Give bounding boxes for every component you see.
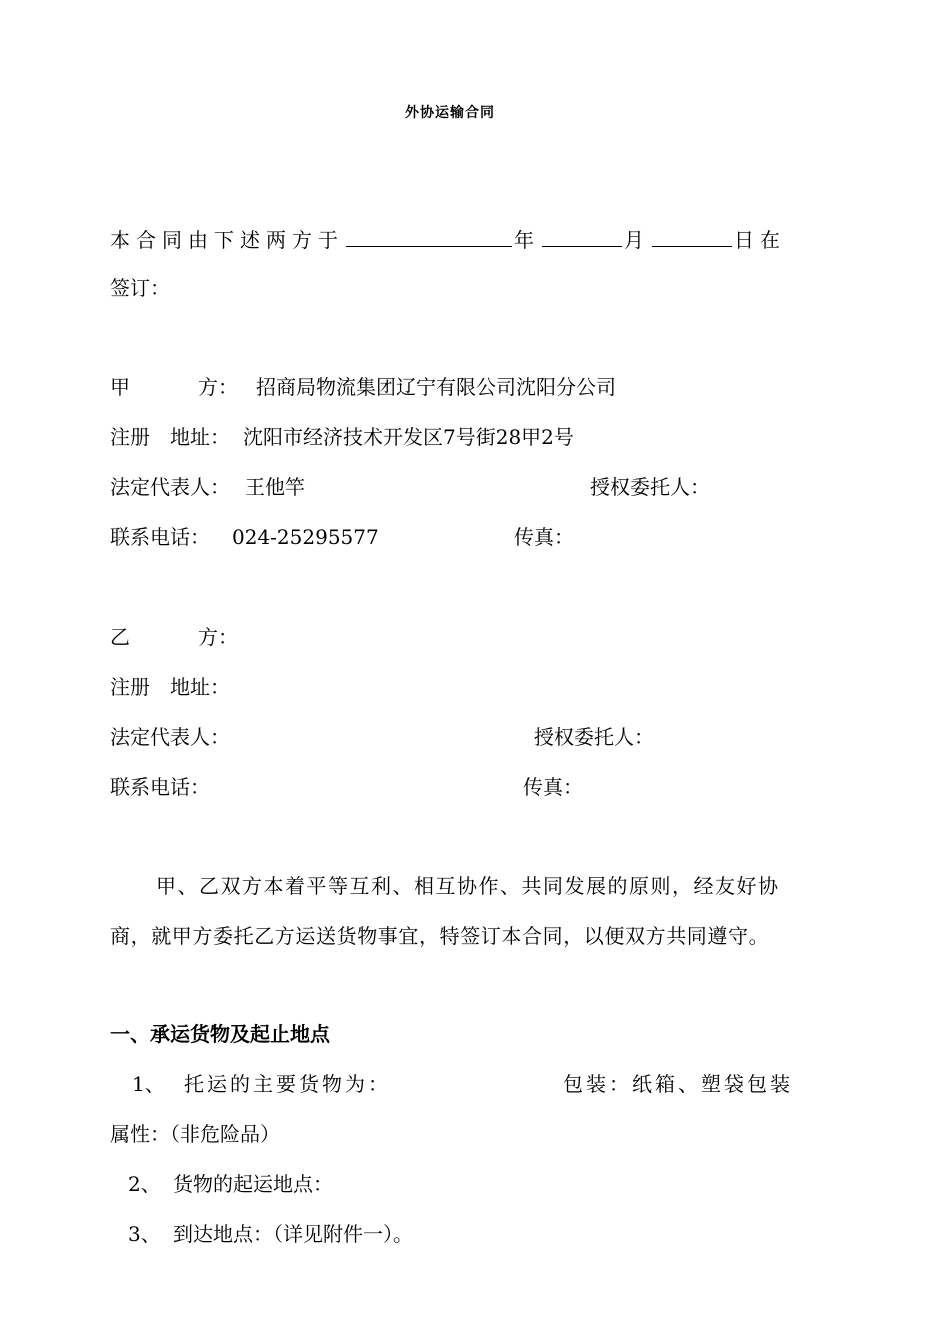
party-a-name: 招商局物流集团辽宁有限公司沈阳分公司 bbox=[256, 375, 616, 399]
party-b-fax-label: 传真： bbox=[523, 775, 583, 799]
party-a-phone-label: 联系电话： bbox=[110, 525, 210, 549]
party-b-label: 乙 bbox=[110, 625, 130, 649]
party-a-agent-label: 授权委托人： bbox=[590, 475, 710, 499]
document-title: 外协运输合同 bbox=[405, 105, 495, 121]
intro-line bbox=[110, 228, 786, 250]
intro-year: 年 bbox=[514, 228, 540, 252]
item-3-text: 到达地点：（详见附件一）。 bbox=[173, 1222, 413, 1246]
intro-prefix: 本合同由下述两方于 bbox=[110, 228, 344, 252]
party-b-rep-label: 法定代表人： bbox=[110, 725, 230, 749]
party-a-label: 甲 bbox=[110, 375, 130, 399]
item-1-text: 托运的主要货物为： bbox=[184, 1072, 391, 1096]
intro-line-2: 签订： bbox=[110, 276, 170, 300]
preamble-line-2: 商，就甲方委托乙方运送货物事宜，特签订本合同，以便双方共同遵守。 bbox=[110, 924, 770, 948]
party-a-rep: 王他竿 bbox=[245, 475, 305, 499]
party-b-phone-label: 联系电话： bbox=[110, 775, 210, 799]
item-attribute: 属性：（非危险品） bbox=[110, 1122, 280, 1146]
party-a-rep-label: 法定代表人： bbox=[110, 475, 230, 499]
day-blank bbox=[652, 228, 732, 247]
preamble-line-1: 甲、乙双方本着平等互利、相互协作、共同发展的原则，经友好协 bbox=[156, 874, 780, 898]
party-b-address-label: 注册 地址： bbox=[110, 675, 230, 699]
year-blank bbox=[346, 228, 512, 247]
party-a-fax-label: 传真： bbox=[514, 525, 574, 549]
party-a-fang: 方： bbox=[198, 375, 238, 399]
item-2-number: 2、 bbox=[128, 1172, 161, 1196]
item-3-number: 3、 bbox=[128, 1222, 161, 1246]
party-a-phone: 024-25295577 bbox=[232, 525, 379, 549]
item-1-number: 1、 bbox=[132, 1072, 165, 1096]
party-a-address: 沈阳市经济技术开发区7号街28甲2号 bbox=[243, 425, 574, 449]
item-1-packing: 包装：纸箱、塑袋包装 bbox=[563, 1072, 793, 1096]
party-b-fang: 方： bbox=[198, 625, 238, 649]
intro-day: 日在 bbox=[734, 228, 786, 252]
party-b-agent-label: 授权委托人： bbox=[534, 725, 654, 749]
intro-month: 月 bbox=[624, 228, 650, 252]
section-1-heading: 一、承运货物及起止地点 bbox=[110, 1022, 330, 1046]
item-2-text: 货物的起运地点： bbox=[173, 1172, 333, 1196]
month-blank bbox=[542, 228, 622, 247]
party-a-address-label: 注册 地址： bbox=[110, 425, 230, 449]
